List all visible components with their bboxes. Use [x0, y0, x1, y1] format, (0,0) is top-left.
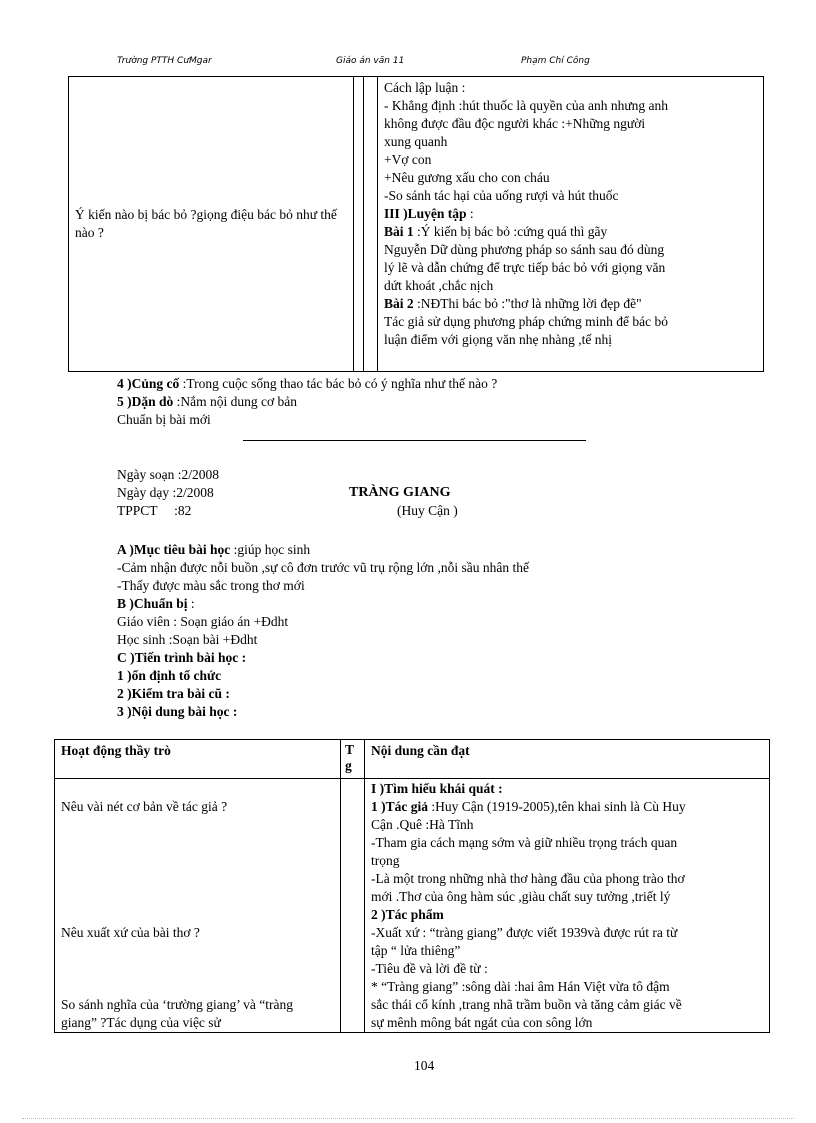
objective-line — [117, 649, 529, 667]
objectives-section — [117, 541, 529, 721]
objective-label: 1 )ổn định tổ chức — [117, 668, 222, 683]
table1-content-label: Bài 1 — [384, 224, 414, 239]
objective-label: C )Tiến trình bài học : — [117, 650, 247, 665]
table1-content-line — [384, 259, 757, 277]
table1-content-line — [384, 205, 757, 223]
page-footer-rule — [22, 1118, 794, 1119]
table2-content-text: sự mênh mông bát ngát của con sông lớn — [371, 1015, 593, 1030]
table2-content-label: I )Tìm hiểu khái quát : — [371, 781, 503, 796]
table1-content-text: -So sánh tác hại của uống rượi và hút thuốc — [384, 188, 619, 203]
table1-content-line — [384, 187, 757, 205]
objective-text: :giúp học sinh — [230, 542, 311, 557]
table1-content-text: Nguyễn Dữ dùng phương pháp so sánh sau đó dùng — [384, 242, 665, 257]
closing-line — [117, 393, 497, 411]
table2-content-text: mới .Thơ của ông hàm súc ,giàu chất suy tưởng ,triết lý — [371, 889, 671, 904]
table1-content-text: Tác giả sử dụng phương pháp chứng minh để bác bỏ — [384, 314, 669, 329]
table2-content-text: trọng — [371, 853, 400, 868]
closing-text: :Trong cuộc sống thao tác bác bỏ có ý nghĩa như thế nào ? — [179, 376, 498, 391]
table1-content-text: Cách lập luận : — [384, 80, 466, 95]
table1-right-cell — [378, 77, 764, 372]
table2-content-text: * “Tràng giang” :sông dài :hai âm Hán Việt vừa tô đậm — [371, 979, 670, 994]
table2-content-text: -Là một trong những nhà thơ hàng đầu của phong trào thơ — [371, 871, 685, 886]
objective-line — [117, 667, 529, 685]
question-author: Nêu vài nét cơ bản về tác giả ? — [61, 799, 228, 814]
section-separator — [243, 440, 586, 441]
objective-line — [117, 559, 529, 577]
closing-text: :Nắm nội dung cơ bản — [173, 394, 298, 409]
objective-line — [117, 595, 529, 613]
objective-text: -Cảm nhận được nỗi buồn ,sự cô đơn trước vũ trụ rộng lớn ,nỗi sầu nhân thế — [117, 560, 529, 575]
closing-label: 4 )Củng cố — [117, 376, 180, 391]
objective-label: A )Mục tiêu bài học — [117, 542, 231, 557]
table2-content-text: -Tham gia cách mạng sớm và giữ nhiều trọng trách quan — [371, 835, 678, 850]
closing-section — [117, 375, 497, 429]
table1-content-text: +Vợ con — [384, 152, 432, 167]
table1-content-line — [384, 295, 757, 313]
objective-label: 2 )Kiểm tra bài cũ : — [117, 686, 230, 701]
table2-content-line — [371, 906, 763, 924]
table2-content-line — [371, 942, 763, 960]
table2-time-cell — [341, 779, 365, 1033]
closing-line — [117, 375, 497, 393]
lesson-table-continued — [68, 76, 764, 372]
header-content: Nội dung cần đạt — [365, 740, 770, 779]
table2-content-line — [371, 960, 763, 978]
table2-right-cell — [365, 779, 770, 1033]
table2-content-text: tập “ lửa thiêng” — [371, 943, 461, 958]
table2-content-line — [371, 888, 763, 906]
table2-content-line — [371, 816, 763, 834]
table1-content-line — [384, 133, 757, 151]
header-subject: Giáo án văn 11 — [336, 56, 405, 66]
table2-left-cell — [55, 779, 341, 1033]
table2-content-text: -Tiêu đề và lời đề từ : — [371, 961, 488, 976]
objective-text: Học sinh :Soạn bài +Đdht — [117, 632, 258, 647]
header-time: Tg — [341, 740, 365, 779]
table1-content-line — [384, 115, 757, 133]
lesson-author: (Huy Cận ) — [397, 503, 458, 518]
header-school: Trường PTTH CưMgar — [117, 56, 212, 66]
table1-content-label: III )Luyện tập — [384, 206, 467, 221]
table1-content — [384, 79, 757, 349]
table1-inner-rule — [363, 77, 364, 371]
table2-content-line — [371, 834, 763, 852]
objective-label: B )Chuẩn bị — [117, 596, 188, 611]
table2-content-line — [371, 996, 763, 1014]
table1-left-cell — [69, 77, 354, 372]
table1-content-line — [384, 223, 757, 241]
table2-content-line — [371, 780, 763, 798]
table1-content-line — [384, 277, 757, 295]
closing-label: 5 )Dặn dò — [117, 394, 174, 409]
table1-content-line — [384, 79, 757, 97]
question-origin: Nêu xuất xứ của bài thơ ? — [61, 925, 200, 940]
table2-content-text: :Huy Cận (1919-2005),tên khai sinh là Cù Huy — [428, 799, 686, 814]
objective-line — [117, 613, 529, 631]
table1-content-text: :Ý kiến bị bác bỏ :cứng quá thì gãy — [413, 224, 608, 239]
table1-content-line — [384, 313, 757, 331]
objective-line — [117, 541, 529, 559]
table2-content-line — [371, 924, 763, 942]
table1-content-text: không được đầu độc người khác :+Những người — [384, 116, 646, 131]
closing-text: Chuẩn bị bài mới — [117, 412, 211, 427]
table1-content-line — [384, 151, 757, 169]
table1-question: Ý kiến nào bị bác bỏ ?giọng điệu bác bỏ như thế nào ? — [75, 207, 337, 240]
table1-content-text: dứt khoát ,chắc nịch — [384, 278, 494, 293]
objective-line — [117, 577, 529, 595]
table2-content-text: Cận .Quê :Hà Tĩnh — [371, 817, 474, 832]
table2-content-line — [371, 978, 763, 996]
table2-content — [371, 780, 763, 1032]
table1-content-text: xung quanh — [384, 134, 448, 149]
table2-content-text: -Xuất xứ : “tràng giang” được viết 1939và được rút ra từ — [371, 925, 678, 940]
objective-label: 3 )Nội dung bài học : — [117, 704, 238, 719]
lesson-table — [54, 739, 770, 1033]
table1-content-text: :NĐThi bác bỏ :"thơ là những lời đẹp đẽ" — [413, 296, 642, 311]
objective-line — [117, 685, 529, 703]
table2-content-label: 1 )Tác giả — [371, 799, 428, 814]
tppct: TPPCT :82 — [117, 503, 192, 518]
objective-line — [117, 703, 529, 721]
table1-content-text: luận điểm với giọng văn nhẹ nhàng ,tế nhị — [384, 332, 612, 347]
table1-content-line — [384, 331, 757, 349]
objective-text: Giáo viên : Soạn giáo án +Đdht — [117, 614, 289, 629]
table2-content-line — [371, 1014, 763, 1032]
header-teacher: Phạm Chí Công — [521, 56, 590, 66]
objective-text: -Thấy được màu sắc trong thơ mới — [117, 578, 305, 593]
objective-text: : — [187, 596, 195, 611]
date-prepared: Ngày soạn :2/2008 — [117, 467, 219, 482]
table2-content-line — [371, 852, 763, 870]
lesson-title: TRÀNG GIANG — [349, 485, 451, 500]
table2-content-line — [371, 870, 763, 888]
closing-line — [117, 411, 497, 429]
table2-content-text: sắc thái cổ kính ,trang nhã trầm buồn và tăng cảm giác về — [371, 997, 682, 1012]
table1-time-cell — [354, 77, 378, 372]
table1-content-text: : — [466, 206, 474, 221]
objective-line — [117, 631, 529, 649]
date-taught: Ngày dạy :2/2008 — [117, 485, 214, 500]
table1-content-line — [384, 97, 757, 115]
table1-content-line — [384, 241, 757, 259]
question-title-meaning: So sánh nghĩa của ‘trường giang’ và “tràng giang” ?Tác dụng của việc sử — [61, 997, 294, 1030]
table1-content-text: - Khẳng định :hút thuốc là quyền của anh nhưng anh — [384, 98, 669, 113]
table1-content-line — [384, 169, 757, 187]
page-number: 104 — [414, 1058, 435, 1073]
table2-content-line — [371, 798, 763, 816]
table2-content-label: 2 )Tác phẩm — [371, 907, 444, 922]
table1-content-text: lý lẽ và dẫn chứng để trực tiếp bác bỏ với giọng văn — [384, 260, 666, 275]
table1-content-label: Bài 2 — [384, 296, 414, 311]
table1-content-text: +Nêu gương xấu cho con cháu — [384, 170, 550, 185]
header-activity: Hoạt động thầy trò — [55, 740, 341, 779]
